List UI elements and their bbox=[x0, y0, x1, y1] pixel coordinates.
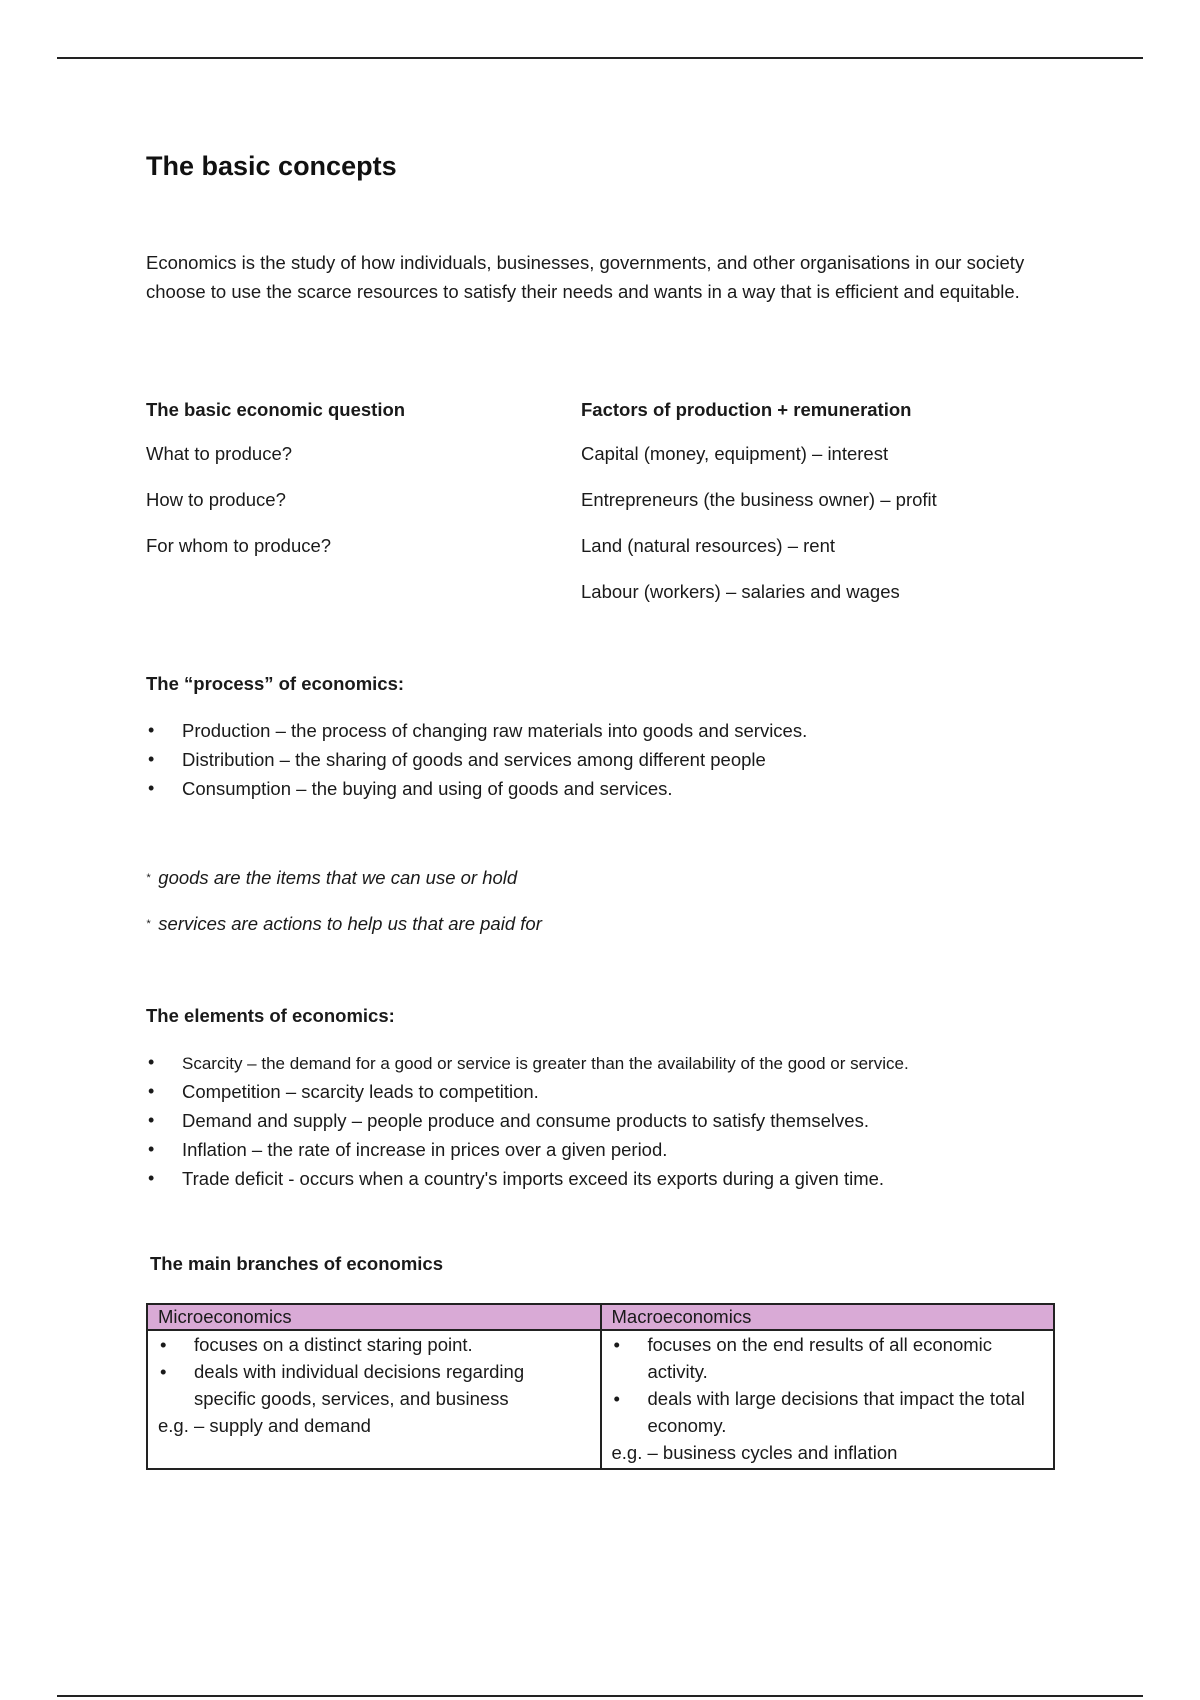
bullet-icon: • bbox=[148, 720, 155, 740]
micro-example: e.g. – supply and demand bbox=[158, 1415, 371, 1436]
services-note-text: services are actions to help us that are paid for bbox=[158, 913, 542, 934]
bullet-icon: • bbox=[148, 1139, 155, 1159]
factor-item: Entrepreneurs (the business owner) – profit bbox=[581, 489, 937, 510]
bullet-icon: • bbox=[148, 1168, 155, 1188]
basic-question-column bbox=[146, 398, 581, 626]
bullet-icon: • bbox=[148, 1081, 155, 1101]
elements-heading: The elements of economics: bbox=[146, 1005, 395, 1026]
bullet-icon: • bbox=[160, 1334, 167, 1355]
top-rule bbox=[57, 57, 1143, 59]
elements-list bbox=[146, 1048, 1061, 1193]
branches-table bbox=[146, 1303, 1055, 1470]
basic-question-heading: The basic economic question bbox=[146, 399, 406, 420]
table-header-row bbox=[147, 1304, 1054, 1330]
bottom-rule bbox=[57, 1695, 1143, 1697]
macro-example: e.g. – business cycles and inflation bbox=[611, 1442, 898, 1463]
list-item: • Inflation – the rate of increase in prices over a given period. bbox=[146, 1135, 1061, 1164]
factor-item: Land (natural resources) – rent bbox=[581, 535, 835, 556]
bullet-icon: • bbox=[148, 1052, 155, 1072]
bullet-icon: • bbox=[160, 1361, 167, 1382]
list-item: • focuses on the end results of all economic activity. bbox=[612, 1331, 1044, 1385]
list-item: • Scarcity – the demand for a good or service is greater than the availability of the good or service. bbox=[146, 1048, 1061, 1077]
factor-item: Labour (workers) – salaries and wages bbox=[581, 581, 900, 602]
factors-column bbox=[581, 398, 1061, 626]
micro-header: Microeconomics bbox=[147, 1304, 601, 1330]
bullet-icon: • bbox=[148, 778, 155, 798]
list-item: • Distribution – the sharing of goods and services among different people bbox=[146, 745, 1061, 774]
services-note bbox=[146, 912, 542, 936]
list-item: • Consumption – the buying and using of goods and services. bbox=[146, 774, 1061, 803]
process-heading: The “process” of economics: bbox=[146, 673, 405, 694]
factor-item: Capital (money, equipment) – interest bbox=[581, 443, 889, 464]
intro-paragraph: Economics is the study of how individuals, businesses, governments, and other organisations in our society choose to use the scarce resources to satisfy their needs and wants in a way that is efficient and equitable. bbox=[146, 252, 1025, 302]
list-item: • Demand and supply – people produce and consume products to satisfy themselves. bbox=[146, 1106, 1061, 1135]
bullet-icon: • bbox=[613, 1388, 620, 1409]
list-item: • Production – the process of changing raw materials into goods and services. bbox=[146, 716, 1061, 745]
macro-cell bbox=[601, 1330, 1055, 1469]
factors-heading: Factors of production + remuneration bbox=[581, 399, 912, 420]
macro-points bbox=[612, 1331, 1044, 1439]
macro-header: Macroeconomics bbox=[601, 1304, 1055, 1330]
bullet-icon: • bbox=[148, 1110, 155, 1130]
goods-note-text: goods are the items that we can use or hold bbox=[158, 867, 518, 888]
list-item: • Competition – scarcity leads to competition. bbox=[146, 1077, 1061, 1106]
table-row bbox=[147, 1330, 1054, 1469]
asterisk-icon: * bbox=[146, 918, 151, 930]
list-item: • deals with individual decisions regarding specific goods, services, and business bbox=[158, 1358, 590, 1412]
document-body bbox=[146, 146, 1061, 1463]
list-item: • deals with large decisions that impact the total economy. bbox=[612, 1385, 1044, 1439]
list-item: • Trade deficit - occurs when a country's imports exceed its exports during a given time. bbox=[146, 1164, 1061, 1193]
two-column-section bbox=[146, 398, 1061, 626]
page-title: The basic concepts bbox=[146, 151, 397, 181]
basic-question-item: What to produce? bbox=[146, 443, 293, 464]
basic-question-item: For whom to produce? bbox=[146, 535, 332, 556]
bullet-icon: • bbox=[613, 1334, 620, 1355]
micro-cell bbox=[147, 1330, 601, 1469]
asterisk-icon: * bbox=[146, 872, 151, 884]
basic-question-item: How to produce? bbox=[146, 489, 286, 510]
branches-heading: The main branches of economics bbox=[150, 1253, 443, 1274]
bullet-icon: • bbox=[148, 749, 155, 769]
micro-points bbox=[158, 1331, 590, 1412]
goods-note bbox=[146, 866, 517, 890]
process-list bbox=[146, 716, 1061, 803]
list-item: • focuses on a distinct staring point. bbox=[158, 1331, 590, 1358]
